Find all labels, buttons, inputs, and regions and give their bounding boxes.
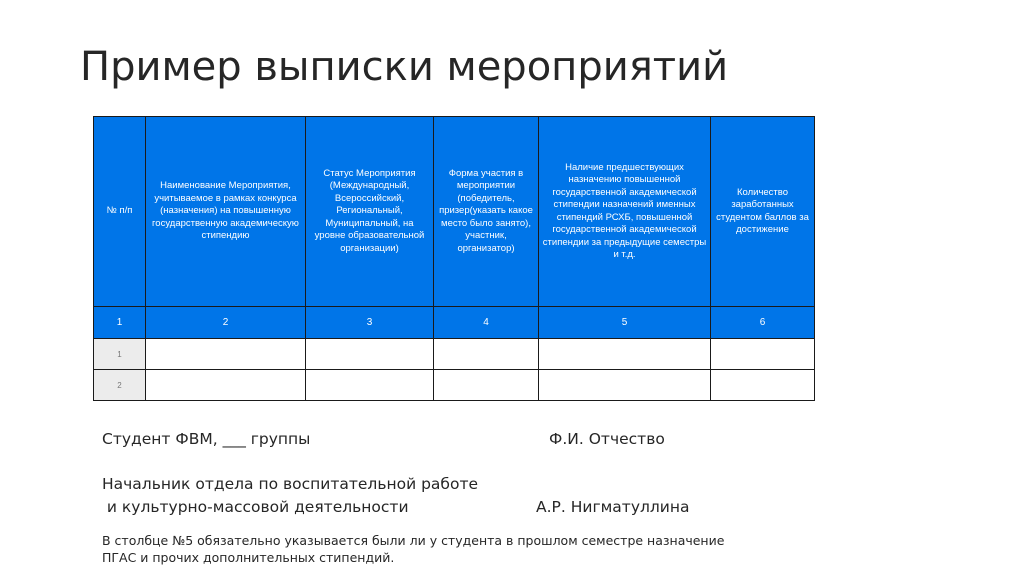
header-cell: Наличие предшествующих назначению повышенной государственной академической стипендии назначений именных стипендий РСХБ, повышенной государственной академической стипендии за предыдущие семестры и т.д. (539, 117, 711, 307)
table-header-row (94, 117, 815, 307)
events-table (93, 116, 815, 401)
table-cell[interactable] (146, 339, 306, 370)
student-label: Студент ФВМ, ___ группы (102, 430, 311, 448)
header-cell: Наименование Мероприятия, учитываемое в рамках конкурса (назначения) на повышенную государственную академическую стипендию (146, 117, 306, 307)
column-number: 4 (434, 307, 539, 339)
column-number: 6 (711, 307, 815, 339)
row-number: 1 (94, 339, 146, 370)
column-number-row (94, 307, 815, 339)
table-cell[interactable] (539, 370, 711, 401)
table-cell[interactable] (146, 370, 306, 401)
page-title: Пример выписки мероприятий (80, 44, 729, 90)
table-row (94, 339, 815, 370)
student-name: Ф.И. Отчество (549, 430, 665, 448)
column-number: 5 (539, 307, 711, 339)
header-cell: Форма участия в мероприятии (победитель, призер(указать какое место было занято), участник, организатор) (434, 117, 539, 307)
head-title-line2: и культурно-массовой деятельности (102, 498, 409, 516)
header-cell: № п/п (94, 117, 146, 307)
footnote: В столбце №5 обязательно указывается были ли у студента в прошлом семестре назначение ПГАС и прочих дополнительных стипендий. (102, 533, 725, 565)
header-cell: Статус Мероприятия (Международный, Всероссийский, Региональный, Муниципальный, на уровне образовательной организации) (306, 117, 434, 307)
head-name: А.Р. Нигматуллина (536, 498, 690, 516)
table-cell[interactable] (306, 370, 434, 401)
header-cell: Количество заработанных студентом баллов за достижение (711, 117, 815, 307)
table-cell[interactable] (711, 370, 815, 401)
table-cell[interactable] (711, 339, 815, 370)
column-number: 1 (94, 307, 146, 339)
column-number: 2 (146, 307, 306, 339)
table-cell[interactable] (539, 339, 711, 370)
table-row (94, 370, 815, 401)
table-cell[interactable] (434, 339, 539, 370)
column-number: 3 (306, 307, 434, 339)
table-cell[interactable] (306, 339, 434, 370)
head-title-line1: Начальник отдела по воспитательной работе (102, 475, 479, 493)
row-number: 2 (94, 370, 146, 401)
table-cell[interactable] (434, 370, 539, 401)
